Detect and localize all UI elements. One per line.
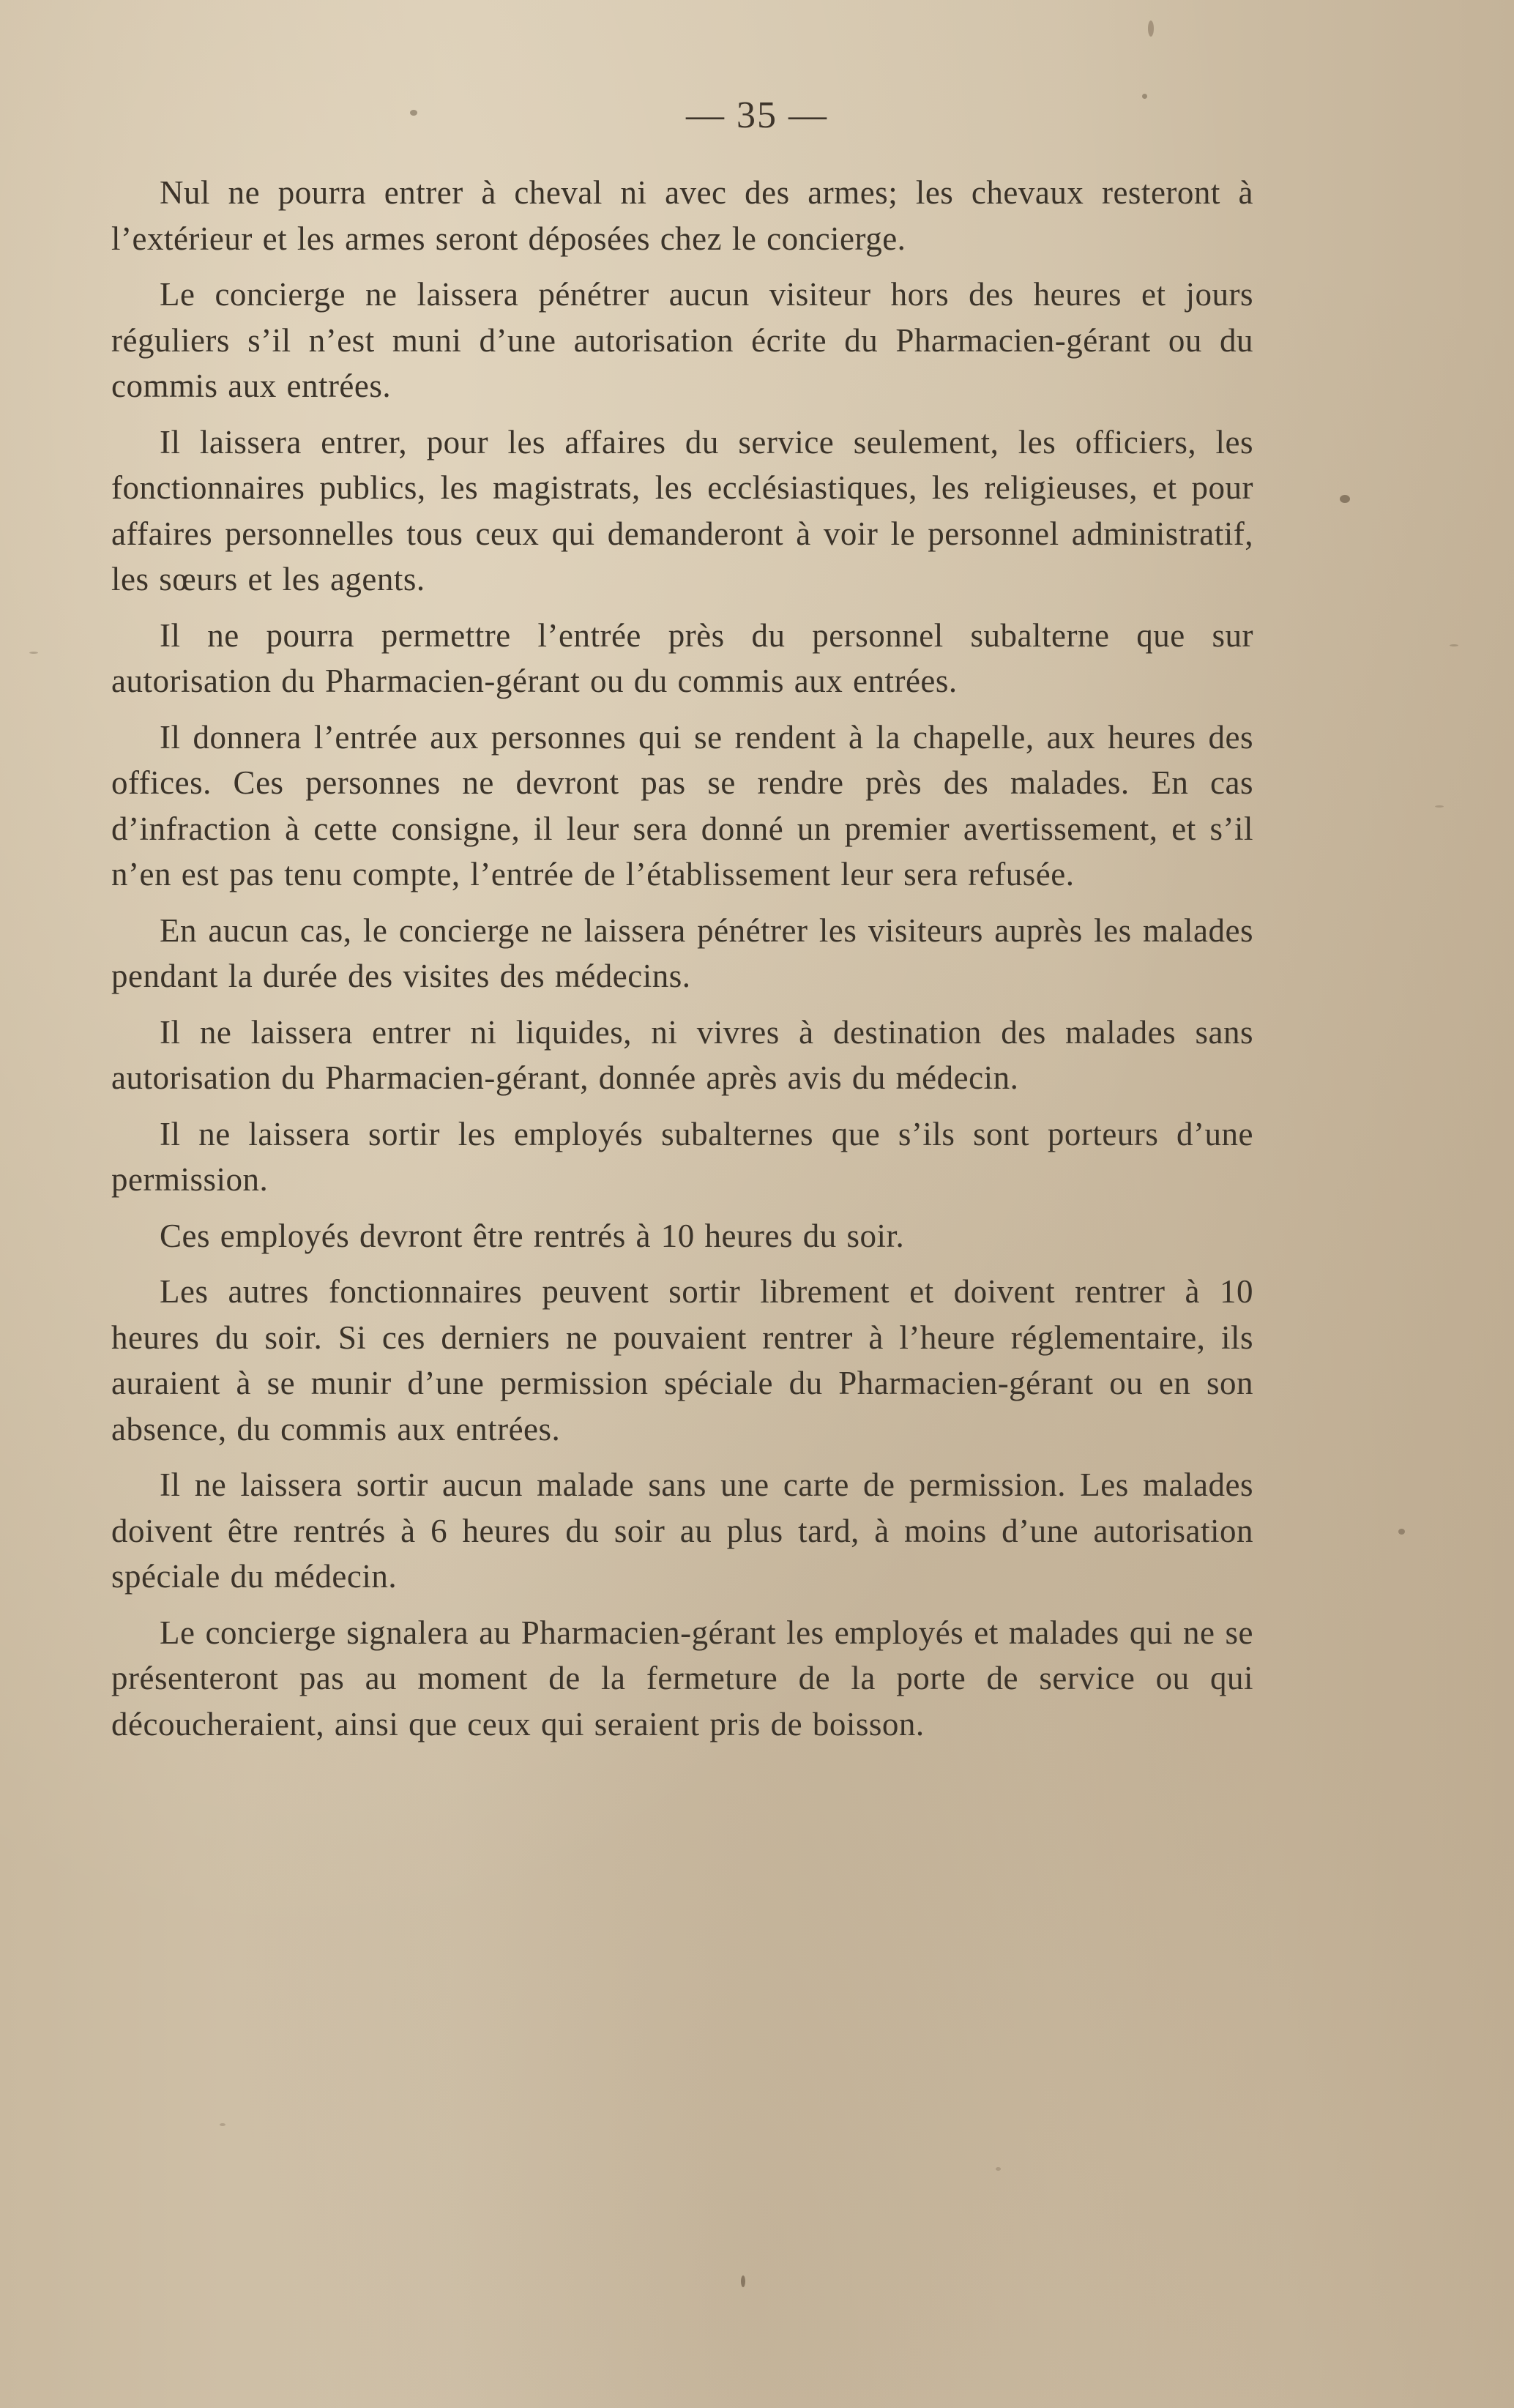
paper-speck — [1340, 495, 1350, 503]
paragraph-reporting: Le concierge signalera au Pharmacien-gérant les employés et malades qui ne se présenteront pas au moment de la fermeture de la porte de service ou qui découcheraient, ainsi que ceux qui seraient pris de boisson. — [111, 1614, 1253, 1742]
paragraph-liquids-food: Il ne laissera entrer ni liquides, ni vivres à destination des malades sans autorisation du Pharmacien-gérant, donnée après avis du médecin. — [111, 1013, 1253, 1096]
paper-speck — [741, 2275, 745, 2287]
body-text — [111, 170, 1253, 1757]
paper-speck — [1148, 20, 1154, 37]
paper-speck — [1435, 805, 1444, 808]
paragraph-other-officials: Les autres fonctionnaires peuvent sortir librement et doivent rentrer à 10 heures du soir. Si ces derniers ne pouvaient rentrer à l’heure réglementaire, ils auraient à se munir d’une permission spéciale du Pharmacien-gérant ou en son absence, du commis aux entrées. — [111, 1273, 1253, 1447]
page-number: — 35 — — [686, 94, 828, 136]
paragraph-chapel-visitors: Il donnera l’entrée aux personnes qui se rendent à la chapelle, aux heures des offices. Ces personnes ne devront pas se rendre près des malades. En cas d’infraction à cette consigne, il leur sera donné un premier avertissement, et s’il n’en est pas tenu compte, l’entrée de l’établissement leur sera refusée. — [111, 718, 1253, 892]
paragraph-subordinate-staff: Il ne pourra permettre l’entrée près du personnel subalterne que sur autorisation du Pharmacien-gérant ou du commis aux entrées. — [111, 616, 1253, 699]
paper-speck — [1398, 1529, 1405, 1535]
paragraph-patient-exit: Il ne laissera sortir aucun malade sans une carte de permission. Les malades doivent être rentrés à 6 heures du soir au plus tard, à moins d’une autorisation spéciale du médecin. — [111, 1466, 1253, 1595]
paper-speck — [220, 2123, 225, 2126]
paper-speck — [29, 652, 38, 654]
paragraph-doctor-visits: En aucun cas, le concierge ne laissera pénétrer les visiteurs auprès les malades pendant la durée des visites des médecins. — [111, 912, 1253, 994]
paper-speck — [1450, 644, 1458, 646]
paragraph-employee-exit: Il ne laissera sortir les employés subalternes que s’ils sont porteurs d’une permission. — [111, 1115, 1253, 1198]
paper-speck — [996, 2167, 1001, 2171]
paragraph-curfew: Ces employés devront être rentrés à 10 heures du soir. — [160, 1217, 905, 1254]
paragraph-officials-entry: Il laissera entrer, pour les affaires du service seulement, les officiers, les fonctionnaires publics, les magistrats, les ecclésiastiques, les religieuses, et pour affaires personnelles tous ceux qui demanderont à voir le personnel administratif, les sœurs et les agents. — [111, 423, 1253, 597]
paragraph-horses-and-arms: Nul ne pourra entrer à cheval ni avec des armes; les chevaux resteront à l’extérieur et les armes seront déposées chez le concierge. — [111, 174, 1253, 257]
paragraph-visitor-hours: Le concierge ne laissera pénétrer aucun visiteur hors des heures et jours réguliers s’il n’est muni d’une autorisation écrite du Pharmacien-gérant ou du commis aux entrées. — [111, 276, 1253, 404]
